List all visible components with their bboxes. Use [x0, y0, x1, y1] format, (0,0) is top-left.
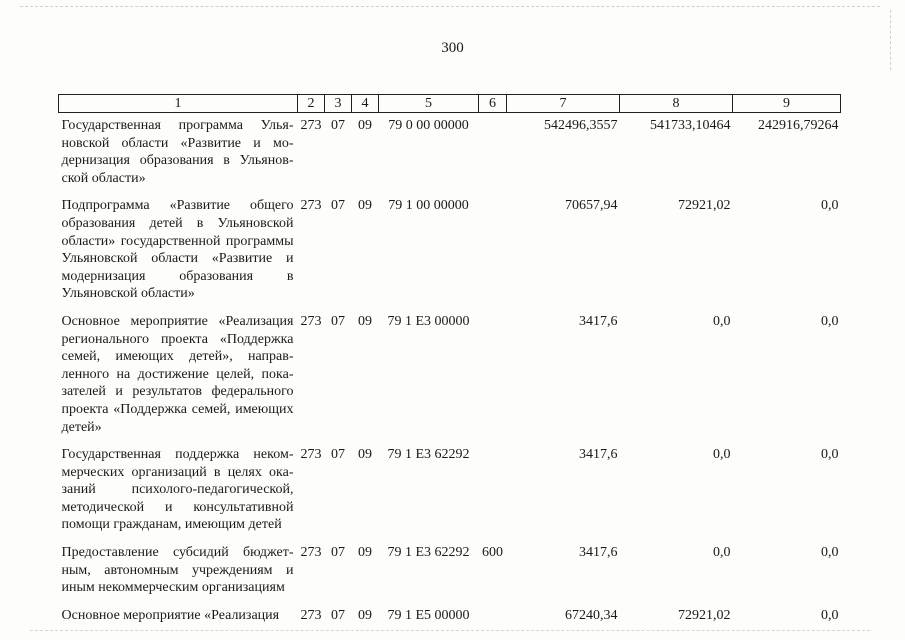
row-target-code: 79 1 Е3 62292: [387, 447, 470, 463]
table-row: [59, 540, 841, 603]
row-section-code: 07: [331, 545, 345, 561]
row-subsection-code: 09: [358, 313, 372, 329]
header-cell-7: 7: [507, 95, 620, 113]
row-amount-3: 0,0: [821, 447, 839, 463]
row-name: Подпрограмма «Развитие общего образования детей в Ульяновской области» государственной программы Ульяновской области «Развитие и модернизация образования в Ульяновской области»: [61, 198, 294, 302]
row-ministry-code: 273: [300, 607, 322, 623]
header-cell-9: 9: [733, 95, 841, 113]
row-target-code: 79 1 00 00000: [388, 198, 469, 214]
row-ministry-code: 273: [300, 447, 322, 463]
row-name: Предоставление субсидий бюджетным, автономным учреждениям и иным некоммерческим организациям: [61, 545, 294, 596]
row-section-code: 07: [331, 198, 345, 214]
table-row: [59, 113, 841, 194]
row-expense-type: [479, 442, 507, 540]
row-name: Государственная программа Ульяновской области «Развитие и модернизация образования в Ульяновской области»: [61, 118, 294, 186]
row-amount-1: 542496,3557: [544, 118, 618, 133]
row-expense-type: [479, 113, 507, 194]
row-amount-3: 242916,79264: [758, 118, 839, 133]
row-name: Государственная поддержка некоммерческих организаций в целях оказаний психолого-педагогической, методической и консультативной помощи гражданам, имеющим детей: [61, 447, 294, 533]
row-ministry-code: 273: [300, 313, 322, 329]
header-cell-3: 3: [325, 95, 352, 113]
table-row: [59, 309, 841, 442]
row-name: Основное мероприятие «Реализация: [61, 607, 280, 623]
row-section-code: 07: [331, 313, 345, 329]
row-amount-1: 3417,6: [579, 545, 618, 561]
row-amount-2: 0,0: [713, 545, 731, 561]
row-target-code: 79 1 Е5 00000: [387, 607, 470, 623]
row-subsection-code: 09: [358, 607, 372, 623]
row-section-code: 07: [331, 447, 345, 463]
row-ministry-code: 273: [300, 545, 322, 561]
row-target-code: 79 0 00 00000: [388, 118, 469, 133]
row-amount-2: 0,0: [713, 447, 731, 463]
row-amount-3: 0,0: [821, 607, 839, 623]
header-cell-6: 6: [479, 95, 507, 113]
row-expense-type: [479, 193, 507, 309]
row-target-code: 79 1 Е3 62292: [387, 545, 470, 561]
row-subsection-code: 09: [358, 545, 372, 561]
row-amount-2: 72921,02: [678, 607, 731, 623]
row-amount-3: 0,0: [821, 545, 839, 561]
page-number: 300: [441, 40, 464, 56]
table-row: [59, 442, 841, 540]
row-section-code: 07: [331, 118, 345, 133]
header-cell-4: 4: [352, 95, 379, 113]
row-section-code: 07: [331, 607, 345, 623]
table-row: [59, 603, 841, 631]
row-amount-1: 3417,6: [579, 447, 618, 463]
row-expense-type: [479, 309, 507, 442]
header-cell-8: 8: [620, 95, 733, 113]
header-cell-5: 5: [379, 95, 479, 113]
row-amount-3: 0,0: [821, 313, 839, 329]
row-ministry-code: 273: [300, 118, 322, 133]
header-cell-2: 2: [298, 95, 325, 113]
row-target-code: 79 1 Е3 00000: [387, 313, 470, 329]
row-subsection-code: 09: [358, 198, 372, 214]
row-amount-2: 0,0: [713, 313, 731, 329]
row-expense-type: [479, 603, 507, 631]
row-ministry-code: 273: [300, 198, 322, 214]
row-amount-3: 0,0: [821, 198, 839, 214]
row-expense-type: 600: [482, 545, 503, 561]
row-name: Основное мероприятие «Реализация регионального проекта «Поддержка семей, имеющих детей», направленного на достижение целей, показателей и результатов федерального проекта «Поддержка семей, имеющих детей»: [61, 313, 294, 435]
header-cell-1: 1: [59, 95, 298, 113]
row-amount-1: 67240,34: [565, 607, 618, 623]
row-subsection-code: 09: [358, 118, 372, 133]
row-amount-1: 70657,94: [565, 198, 618, 214]
row-amount-2: 541733,10464: [650, 118, 731, 133]
row-amount-1: 3417,6: [579, 313, 618, 329]
header-row: [59, 95, 841, 113]
scan-edge-top: [20, 6, 880, 8]
row-subsection-code: 09: [358, 447, 372, 463]
budget-table: [58, 94, 841, 630]
row-amount-2: 72921,02: [678, 198, 731, 214]
table-row: [59, 193, 841, 309]
